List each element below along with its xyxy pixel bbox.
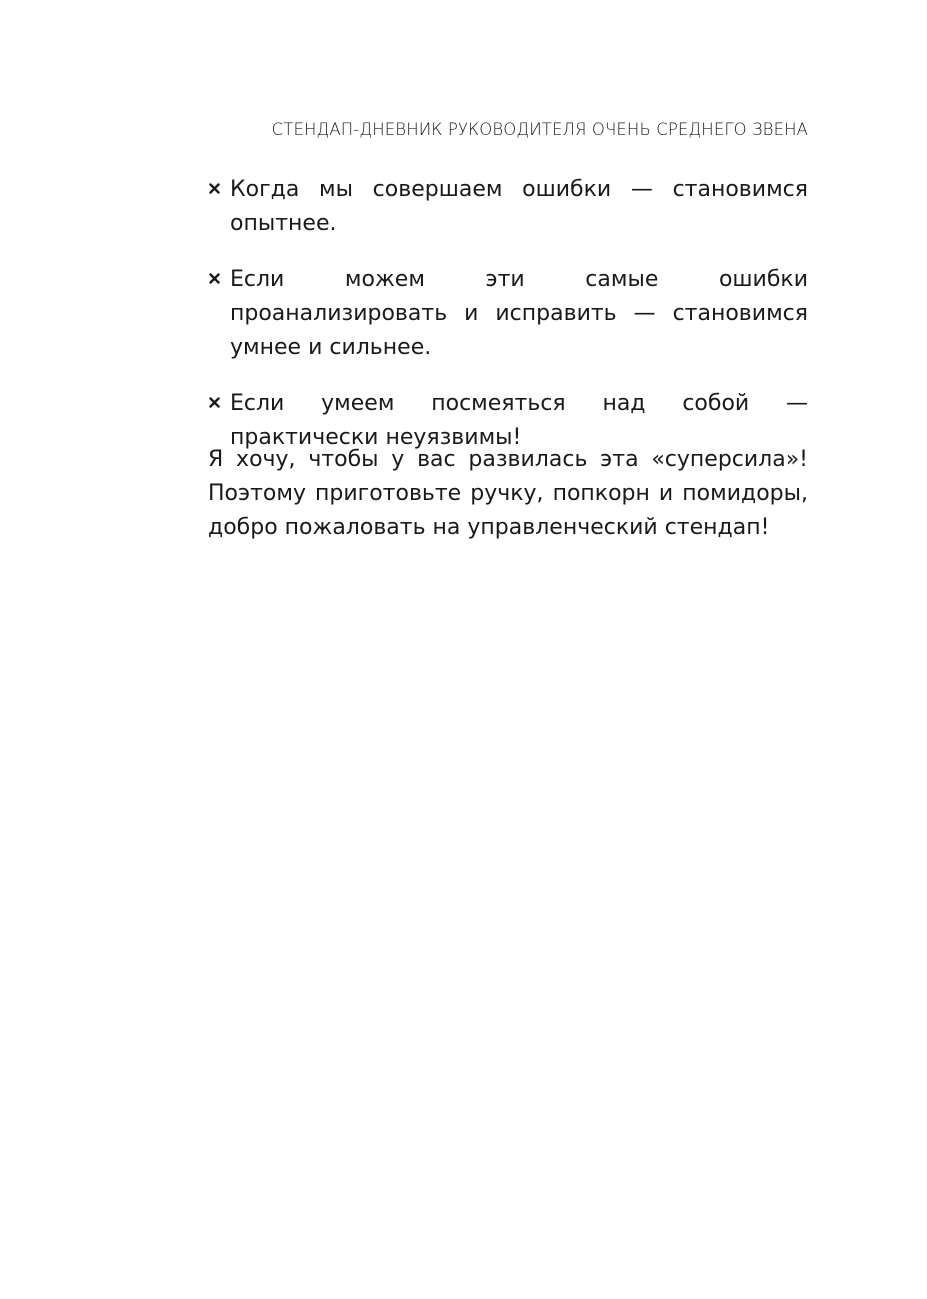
list-item-text: Когда мы совершаем ошибки — становимся опытнее.	[230, 177, 808, 236]
cross-icon	[208, 263, 222, 297]
bullet-list	[208, 173, 808, 477]
closing-paragraph: Я хочу, чтобы у вас развилась эта «суперсила»! Поэтому приготовьте ручку, попкорн и помидоры, добро пожаловать на управленческий стендап!	[208, 447, 808, 540]
list-item-text: Если умеем посмеяться над собой — практически неуязвимы!	[230, 391, 808, 450]
list-item	[208, 263, 808, 365]
list-item	[208, 173, 808, 241]
list-item-text: Если можем эти самые ошибки проанализировать и исправить — становимся умнее и сильнее.	[230, 267, 808, 360]
cross-icon	[208, 173, 222, 207]
running-header: СТЕНДАП-ДНЕВНИК РУКОВОДИТЕЛЯ ОЧЕНЬ СРЕДНЕГО ЗВЕНА	[271, 120, 808, 139]
cross-icon	[208, 387, 222, 421]
